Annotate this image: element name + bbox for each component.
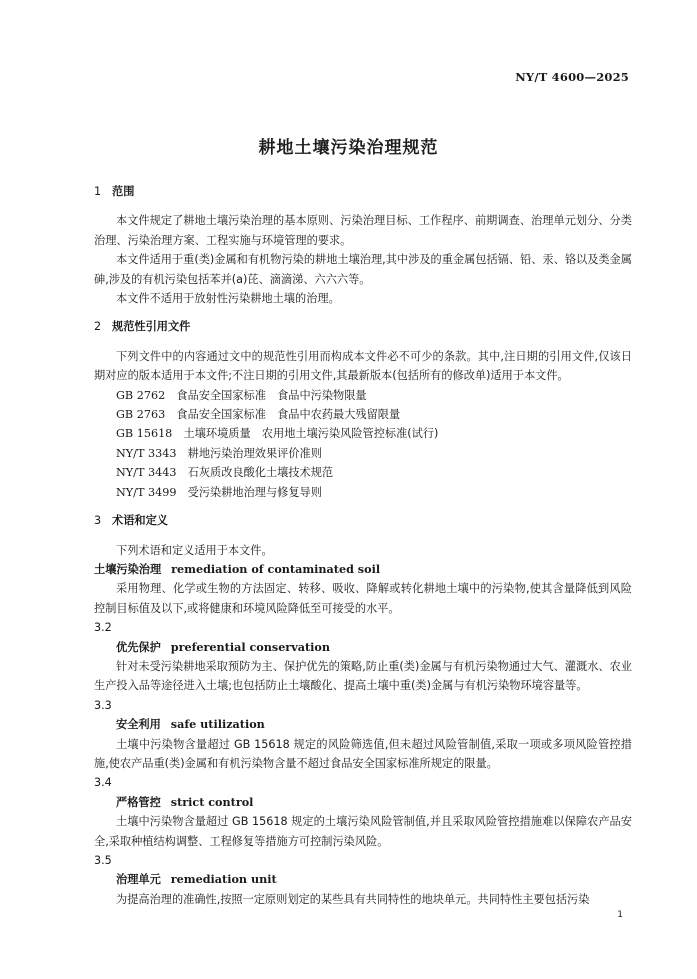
reference-name: 受污染耕地治理与修复导则	[187, 485, 322, 499]
paragraph: 本文件适用于重(类)金属和有机物污染的耕地土壤治理,其中涉及的重金属包括镉、铅、汞、铬以及类金属砷,涉及的有机污染包括苯并(a)芘、滴滴涕、六六六等。	[94, 253, 632, 286]
term-zh: 优先保护	[116, 640, 161, 654]
section-title: 规范性引用文件	[112, 320, 191, 334]
term-heading	[94, 793, 632, 812]
term-en: preferential conservation	[170, 639, 330, 654]
reference-item	[94, 444, 632, 463]
reference-name: 土壤环境质量 农用地土壤污染风险管控标准(试行)	[183, 427, 439, 441]
section-number: 1	[94, 185, 102, 198]
document-number: NY/T 4600—2025	[515, 70, 629, 84]
term-number: 3.3	[94, 698, 112, 712]
page-number: 1	[617, 910, 623, 920]
reference-item	[94, 424, 632, 443]
term-definition: 土壤中污染物含量超过 GB 15618 规定的土壤污染风险管制值,并且采取风险管控措施难以保障农产品安全,采取种植结构调整、工程修复等措施方可控制污染风险。	[94, 815, 632, 848]
reference-name: 食品安全国家标准 食品中农药最大残留限量	[176, 408, 401, 422]
term-en: strict control	[170, 794, 254, 809]
paragraph: 下列术语和定义适用于本文件。	[116, 543, 273, 557]
section-2-heading	[94, 317, 632, 336]
term-definition: 为提高治理的准确性,按照一定原则划定的某些具有共同特性的地块单元。共同特性主要包括污染	[116, 892, 590, 906]
document-title: 耕地土壤污染治理规范	[258, 138, 439, 158]
reference-item	[94, 463, 632, 482]
term-definition: 针对未受污染耕地采取预防为主、保护优先的策略,防止重(类)金属与有机污染物通过大气、灌溉水、农业生产投入品等途径进入土壤;也包括防止土壤酸化、提高土壤中重(类)金属与有机污染物环境容量等。	[94, 659, 632, 693]
term-zh: 治理单元	[116, 873, 161, 887]
reference-code: GB 2763	[116, 408, 166, 422]
term-definition: 土壤中污染物含量超过 GB 15618 规定的风险筛选值,但未超过风险管制值,采取一项或多项风险管控措施,使农产品重(类)金属和有机污染物含量不超过食品安全国家标准所规定的限量。	[94, 737, 632, 770]
paragraph: 本文件规定了耕地土壤污染治理的基本原则、污染治理目标、工作程序、前期调查、治理单元划分、分类治理、污染治理方案、工程实施与环境管理的要求。	[94, 214, 632, 247]
reference-item	[94, 405, 632, 424]
reference-item	[94, 483, 632, 502]
term-number: 3.2	[94, 621, 112, 635]
document-body	[94, 182, 632, 909]
term-zh: 严格管控	[116, 795, 161, 809]
term-heading	[94, 638, 632, 657]
paragraph: 本文件不适用于放射性污染耕地土壤的治理。	[116, 292, 340, 306]
term-heading	[94, 560, 632, 579]
reference-name: 石灰质改良酸化土壤技术规范	[187, 466, 334, 480]
term-en: remediation of contaminated soil	[171, 561, 381, 576]
section-3-heading	[94, 511, 632, 530]
term-zh: 安全利用	[116, 718, 161, 732]
term-heading	[94, 715, 632, 734]
reference-code: NY/T 3499	[116, 485, 177, 499]
section-title: 范围	[112, 185, 135, 198]
reference-code: GB 2762	[116, 388, 166, 402]
term-zh: 土壤污染治理	[94, 562, 162, 576]
reference-name: 耕地污染治理效果评价准则	[187, 446, 322, 460]
term-en: safe utilization	[170, 717, 265, 732]
term-en: remediation unit	[170, 872, 277, 887]
reference-code: NY/T 3343	[116, 446, 177, 460]
section-title: 术语和定义	[112, 514, 168, 528]
term-number: 3.5	[94, 854, 112, 867]
term-number: 3.4	[94, 776, 112, 790]
reference-code: NY/T 3443	[116, 466, 177, 480]
term-definition: 采用物理、化学或生物的方法固定、转移、吸收、降解或转化耕地土壤中的污染物,使其含量降低到风险控制目标值及以下,或将健康和环境风险降低至可接受的水平。	[94, 582, 632, 615]
section-number: 2	[94, 320, 102, 334]
paragraph: 下列文件中的内容通过文中的规范性引用而构成本文件必不可少的条款。其中,注日期的引用文件,仅该日期对应的版本适用于本文件;不注日期的引用文件,其最新版本(包括所有的修改单)适用于本文件。	[94, 349, 632, 383]
term-heading	[94, 870, 632, 889]
reference-item	[94, 386, 632, 405]
section-1-heading	[94, 182, 632, 201]
reference-code: GB 15618	[116, 427, 173, 441]
section-number: 3	[94, 514, 102, 528]
reference-name: 食品安全国家标准 食品中污染物限量	[176, 388, 367, 402]
